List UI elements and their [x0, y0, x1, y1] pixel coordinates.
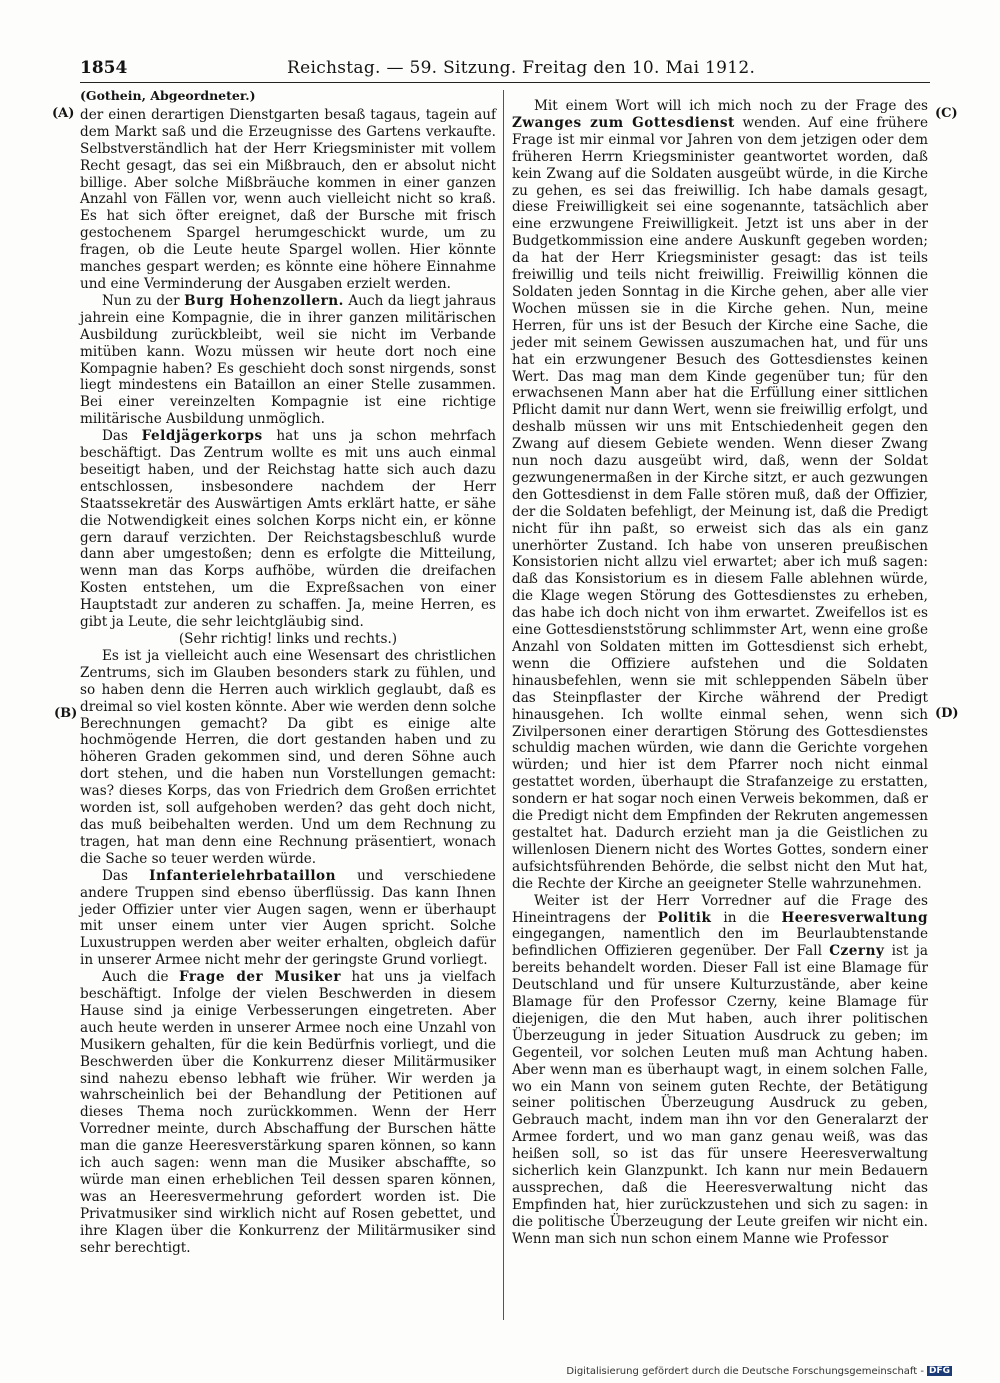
paragraph-text: wenden. Auf eine frühere Frage ist mir einmal vor Jahren von dem jetzigen oder dem früheren Herrn Kriegsminister geantwortet worden, daß kein Zwang auf die Soldaten ausgeübt würde, in die Kirche zu gehen, es sei das freiwillig. Ich habe damals gesagt, diese Freiwilligkeit sei eine sogenannte, tatsächlich aber eine erzwungene Freiwilligkeit. Jetzt ist uns aber in der Budgetkommission eine andere Auskunft gegeben worden; da hat der Herr Kriegsminister gesagt: das ist teils freiwillig und teils nicht freiwillig. Freiwillig können die Soldaten jeden Sonntag in die Kirche gehen, aber alle vier Wochen müssen sie in die Kirche gehen. Nun, meine Herren, für uns ist der Besuch der Kirche eine Sache, die jeder mit seinem Gewissen auszumachen hat, und für uns hat ein erzwungener Besuch des Gottesdienstes keinen Wert. Das mag man dem Kinde gegenüber tun; für den erwachsenen Mann aber hat die Erfüllung einer sittlichen Pflicht damit nur dann Wert, wenn sie freiwillig erfolgt, und deshalb müssen wir uns mit Entschiedenheit gegen den Zwang auf diesem Gebiete wenden. Wenn dieser Zwang nun noch dazu ausgeübt wird, daß, wenn der Soldat gezwungenermaßen in der Kirche sitzt, er auch gezwungen den Gottesdienst in dem Falle stören muß, daß der Offizier, der die Soldaten befehligt, der Meinung ist, daß die Predigt nicht für ihn paßt, so erweist sich das als ein ganz unerhörter Zustand. Ich habe von unseren preußischen Konsistorien nicht allzu viel erwartet; aber ich muß sagen: daß das Konsistorium es in diesem Falle ablehnen würde, die Klage wegen Störung des Gottesdienstes zu erheben, das habe ich doch nicht von ihm erwartet. Zweifellos ist es eine Gottesdienststörung schlimmster Art, wenn eine große Anzahl von Soldaten mitten im Gottesdienst sich erhebt, wenn die Offiziere aufstehen und die Soldaten hinausbefehlen, wenn sie mit schleppenden Säbeln über das Steinpflaster der Kirche während der Predigt hinausgehen. Ich wollte einmal sehen, wenn sich Zivilpersonen einer derartigen Störung des Gottesdienstes schuldig machen würden, wie dann die Gerichte vorgehen würden; und hier ist dem Pfarrer noch nicht einmal gestattet worden, überhaupt die Strafanzeige zu erstatten, sondern er hat sogar noch einen Verweis bekommen, daß er die Predigt nicht dem Empfinden der Rekruten angemessen gestaltet hat. Dadurch erzieht man ja die Geistlichen zu willenlosen Dienern nicht des Wortes Gottes, sondern einer aufsichtsführenden Behörde, die selbst nicht den Mut hat, die Rechte der Kirche an geeigneter Stelle wahrzunehmen. — [512, 114, 929, 892]
paragraph — [80, 107, 496, 293]
paragraph-text: Auch da liegt jahraus jahrein eine Kompagnie, die in ihrer ganzen militärischen Ausbildung zurückbleibt, weil sie nicht im Verbande mitüben kann. Wozu müssen wir heute dort noch eine Kompagnie haben? Es geschieht doch sonst nirgends, sonst liegt mindestens ein Bataillon an einer Stelle zusammen. Bei einer vereinzelten Kompagnie ist eine richtige militärische Ausbildung unmöglich. — [80, 292, 497, 428]
emphasis: Infanterielehrbataillon — [149, 867, 336, 884]
emphasis: Burg Hohenzollern. — [184, 292, 344, 309]
paragraph — [80, 969, 496, 1256]
dfg-logo: DFG — [928, 1366, 950, 1376]
paragraph — [80, 293, 496, 428]
paragraph-text: Nun zu der — [102, 292, 185, 309]
emphasis: Feldjägerkorps — [141, 428, 263, 445]
paragraph — [80, 868, 496, 969]
paragraph — [80, 648, 496, 868]
paragraph-text: der einen derartigen Dienstgarten besaß tagaus, tagein auf dem Markt saß und die Erzeugnisse des Gartens verkaufte. Selbstverständlich hat der Herr Kriegsminister mit vollem Recht gesagt, das sei ein Mißbrauch, den er absolut nicht billige. Aber solche Mißbräuche kommen in einer ganzen Anzahl von Fällen vor, wenn auch vielleicht nicht so kraß. Es hat sich öfter ereignet, daß der Bursche mit frisch gestochenem Spargel herumgeschickt wurde, um zu fragen, ob die Leute heute Spargel wollen. Hier könnte manches gespart werden; es könnte eine höhere Einnahme und eine Verminderung der Ausgaben erzielt werden. — [80, 106, 496, 292]
paragraph — [512, 893, 928, 1248]
paragraph-text: hat uns ja schon mehrfach beschäftigt. Das Zentrum wollte es mit uns auch einmal beseitigt haben, und der Reichstag hatte sich auch dazu entschlossen, insbesondere nachdem der Herr Staatssekretär des Auswärtigen Amts erklärt hatte, er sähe die Notwendigkeit eines solchen Korps nicht ein, er könne gern darauf verzichten. Der Reichstagsbeschluß wurde dann aber umgestoßen; denn es erfolgte die Mitteilung, wenn man das Korps aufhöbe, würden die dreifachen Kosten entstehen, um die Expreßsachen von einer Hauptstadt zur anderen zu schaffen. Ja, meine Herren, es gibt ja Leute, die sehr leichtgläubig sind. — [80, 428, 496, 631]
emphasis: Politik — [657, 909, 712, 926]
left-column — [80, 88, 496, 1257]
paragraph-text: und verschiedene andere Truppen sind ebenso überflüssig. Das kann Ihnen jeder Offizier unter vier Augen sagen, wenn er überhaupt mit unser einem unter vier Augen spricht. Solche Luxustruppen werden aber weiter erhalten, obgleich dafür in unserer Armee nicht mehr der geringste Grund vorliegt. — [80, 867, 496, 969]
emphasis: Heeresverwaltung — [781, 909, 928, 926]
margin-marker-c: (C) — [935, 106, 958, 121]
margin-marker-a: (A) — [52, 106, 75, 121]
emphasis: Czerny — [829, 943, 885, 960]
paragraph-text: Das — [102, 428, 142, 445]
paragraph-text: ist ja bereits behandelt worden. Dieser Fall ist eine Blamage für Deutschland und für unsere Kulturzustände, aber keine Blamage für den Professor Czerny, keine Blamage für diejenigen, die den Mut haben, auch ihrer politischen Überzeugung in jeder Situation Ausdruck zu geben; im Gegenteil, vor solchen Leuten muß man Achtung haben. Aber wenn man es überhaupt wagt, in einem solchen Falle, wo ein Mann von seinem guten Rechte, der Betätigung seiner politischen Überzeugung Ausdruck zu geben, Gebrauch macht, indem man ihn vor den Generalarzt der Armee fordert, und wo man ganz genau weiß, was das heißen soll, so ist das für unsere Heeresverwaltung sicherlich kein Glanzpunkt. Ich kann nur mein Bedauern aussprechen, daß die Heeresverwaltung nicht das Empfinden hat, hier zurückzustehen und sich zu sagen: in die politische Überzeugung der Leute greifen wir nicht ein. Wenn man sich nun schon einem Manne wie Professor — [512, 943, 928, 1247]
margin-marker-b: (B) — [54, 706, 78, 721]
footer-text: Digitalisierung gefördert durch die Deutsche Forschungsgemeinschaft - — [566, 1366, 924, 1377]
paragraph — [512, 98, 928, 893]
emphasis: Frage der Musiker — [178, 969, 342, 986]
interjection: (Sehr richtig! links und rechts.) — [178, 631, 398, 647]
margin-marker-d: (D) — [935, 706, 959, 721]
paragraph-text: in die — [711, 909, 782, 926]
running-title: Reichstag. — 59. Sitzung. Freitag den 10. Mai 1912. — [287, 58, 756, 78]
emphasis: Zwanges zum Gottesdienst — [512, 114, 735, 131]
paragraph-text: Weiter ist der Herr Vorredner auf die Frage des Hineintragens der — [512, 892, 928, 926]
paragraph — [80, 428, 496, 631]
paragraph-text: Das — [102, 867, 150, 884]
paragraph-text: Mit einem Wort will ich mich noch zu der Frage des — [534, 98, 928, 114]
column-divider — [503, 90, 504, 1320]
page-number: 1854 — [80, 58, 128, 78]
paragraph-text: Es ist ja vielleicht auch eine Wesensart des christlichen Zentrums, sich im Glauben besonders stark zu fühlen, und so haben denn die Herren auch wirklich geglaubt, daß es dreimal so viel kosten könnte. Aber wie werden denn solche Berechnungen gemacht? Da gibt es einige alte hochmögende Herren, die dort gestanden haben und zu höheren Graden gekommen sind, und deren Söhne auch dort stehen, und die haben nun Vorstellungen gemacht: was? dieses Korps, das von Friedrich dem Großen errichtet worden ist, soll aufgehoben werden? das geht doch nicht, das muß beibehalten werden. Und um dem Rechnung zu tragen, hat man denn eine Rechnung präsentiert, wonach die Sache so teuer werden würde. — [80, 647, 496, 867]
paragraph-text: Auch die — [102, 969, 179, 986]
right-column — [512, 98, 928, 1248]
page-header — [80, 56, 930, 82]
paragraph-text: hat uns ja vielfach beschäftigt. Infolge der vielen Beschwerden in diesem Hause sind ja einige Verbesserungen eingetreten. Aber auch heute werden in unserer Armee noch eine Unzahl von Musikern gehalten, für die kein Bedürfnis vorliegt, und die Beschwerden über die Konkurrenz dieser Militärmusiker sind nahezu ebenso lebhaft wie früher. Wir werden ja wahrscheinlich bei der Behandlung der Petitionen auf dieses Thema noch zurückkommen. Wenn der Herr Vorredner meinte, durch Abschaffung der Burschen hätte man die ganze Heeresverstärkung sparen können, so kann ich auch sagen: wenn man die Musiker abschaffte, so würde man einen erheblichen Teil dessen sparen können, was an Heeresvermehrung gefordert worden ist. Die Privatmusiker sind wirklich nicht auf Rosen gebettet, und ihre Klagen über die Konkurrenz der Militärmusiker sind sehr berechtigt. — [80, 969, 496, 1256]
header-rule — [80, 82, 930, 83]
paragraph-text: eingegangen, namentlich den im Beurlaubtenstande befindlichen Offizieren gegenüber. Der Fall — [512, 926, 928, 960]
speaker-label: (Gothein, Abgeordneter.) — [80, 88, 256, 103]
digitization-footer — [566, 1366, 952, 1377]
